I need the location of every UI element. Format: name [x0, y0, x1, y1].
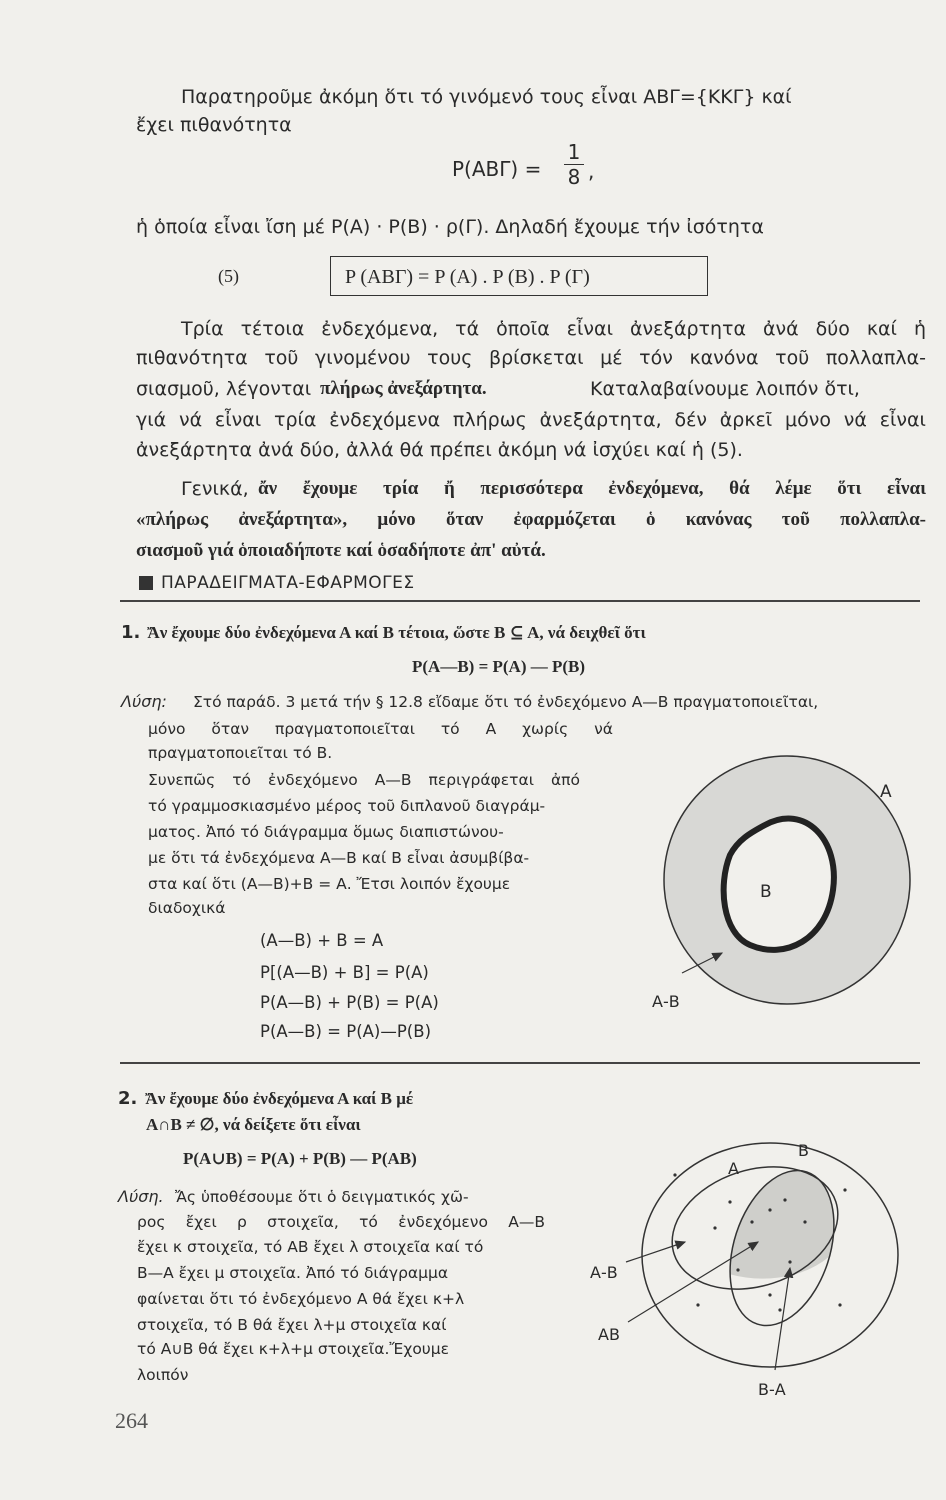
ex2-statement-line-2: Α∩Β ≠ ∅, νά δείξετε ὅτι εἶναι [146, 1115, 361, 1134]
set-b-label: Β [798, 1141, 809, 1160]
ex1-eq-2: P[(Α—Β) + Β] = P(Α) [260, 963, 429, 982]
prob-fraction [563, 140, 585, 189]
ex1-number: 1. [121, 622, 141, 643]
ex1-eq-3: P(Α—Β) + P(Β) = P(Α) [260, 993, 439, 1012]
prob-lhs: P(ΑΒΓ) = [452, 157, 542, 181]
para2-line-1a: Γενικά, [181, 478, 249, 500]
para1-line-3b: πλήρως ἀνεξάρτητα. [320, 378, 487, 399]
ex2-solution-line-7: τό Α∪Β θά ἔχει κ+λ+μ στοιχεῖα.Ἔχουμε [137, 1340, 450, 1358]
ex2-solution-label: Λύση. [118, 1187, 164, 1206]
set-a-label: Α [728, 1159, 739, 1178]
ex2-solution-line-2: ρος ἔχει ρ στοιχεῖα, τό ἐνδεχόμενο Α—Β [137, 1213, 545, 1231]
ex2-number: 2. [118, 1088, 138, 1109]
equation-label: (5) [218, 266, 239, 286]
ex1-solution-line-2: μόνο ὅταν πραγματοποιεῖται τό Α χωρίς νά [148, 720, 613, 738]
ex1-solution-line-5: τό γραμμοσκιασμένο μέρος τοῦ διπλανοῦ διαγράμ- [148, 797, 546, 815]
para2-line-2: «πλήρως ἀνεξάρτητα», μόνο ὅταν ἐφαρμόζεται ὁ κανόνας τοῦ πολλαπλα- [136, 509, 926, 530]
ex2-formula: P(Α∪Β) = P(Α) + P(Β) — P(ΑΒ) [183, 1149, 417, 1168]
ex1-eq-1: (Α—Β) + Β = Α [260, 931, 384, 950]
ex2-solution-line-6: στοιχεῖα, τό Β θά ἔχει λ+μ στοιχεῖα καί [137, 1316, 447, 1334]
venn-diagram-1 [640, 745, 930, 1015]
para1-line-2: πιθανότητα τοῦ γινομένου τους βρίσκεται μέ τόν κανόνα τοῦ πολλαπλα- [136, 347, 926, 369]
set-b-ellipse [724, 819, 834, 950]
ex1-solution-line-3: πραγματοποιεῖται τό Β. [148, 744, 333, 762]
para1-line-3c: Καταλαβαίνουμε λοιπόν ὅτι, [590, 378, 860, 400]
intro-line-3: ἡ ὁποία εἶναι ἴση μέ P(Α) · P(Β) · ρ(Γ). Δηλαδή ἔχουμε τήν ἰσότητα [136, 216, 764, 238]
page-number: 264 [115, 1408, 148, 1433]
section-bullet [139, 576, 153, 590]
para1-line-1: Τρία τέτοια ἐνδεχόμενα, τά ὁποῖα εἶναι ἀνεξάρτητα ἀνά δύο καί ἡ [181, 318, 926, 340]
set-a-label: Α [880, 782, 892, 802]
ex1-solution-line-4: Συνεπῶς τό ἐνδεχόμενο Α—Β περιγράφεται ἀπό [148, 771, 580, 789]
ex1-formula: P(Α—Β) = P(Α) — P(Β) [412, 657, 586, 676]
ex2-solution-line-4: Β—Α ἔχει μ στοιχεῖα. Ἀπό τό διάγραμμα [137, 1264, 449, 1282]
ex1-solution-line-8: στα καί ὅτι (Α—Β)+Β = Α. Ἔτσι λοιπόν ἔχουμε [148, 875, 511, 893]
boxed-equation: P (ΑΒΓ) = P (Α) . P (Β) . P (Γ) [330, 256, 708, 296]
ex1-solution-line-1: Στό παράδ. 3 μετά τήν § 12.8 εἴδαμε ὅτι τό ἐνδεχόμενο Α—Β πραγματοποιεῖται, [193, 693, 819, 711]
intro-line-2: ἔχει πιθανότητα [136, 114, 292, 136]
prob-denominator: 8 [567, 165, 581, 189]
ex2-solution-line-1: Ἄς ὑποθέσουμε ὅτι ὁ δειγματικός χῶ- [175, 1188, 469, 1206]
para1-line-4: γιά νά εἶναι τρία ἐνδεχόμενα πλήρως ἀνεξάρτητα, δέν ἀρκεῖ μόνο νά εἶναι [136, 409, 926, 431]
ex2-solution-line-5: φαίνεται ὅτι τό ἐνδεχόμενο Α θά ἔχει κ+λ [137, 1290, 465, 1308]
ex2-statement-line-1: Ἄν ἔχουμε δύο ἐνδεχόμενα Α καί Β μέ [145, 1089, 414, 1108]
intro-line-1: Παρατηροῦμε ἀκόμη ὅτι τό γινόμενό τους εἶναι ΑΒΓ={ΚΚΓ} καί [181, 86, 792, 108]
section-rule [120, 600, 920, 602]
venn-diagram-2 [580, 1130, 920, 1410]
ex1-solution-line-6: ματος. Ἀπό τό διάγραμμα ὅμως διαπιστώνου- [148, 823, 504, 841]
para2-line-1b: ἄν ἔχουμε τρία ἤ περισσότερα ἐνδεχόμενα, θά λέμε ὅτι εἶναι [258, 478, 926, 499]
b-minus-a-label: Β-Α [758, 1380, 786, 1399]
set-b-label: Β [760, 882, 772, 902]
ex1-solution-line-9: διαδοχικά [148, 899, 226, 917]
prob-comma: , [588, 159, 595, 183]
ex1-eq-4: P(Α—Β) = P(Α)—P(Β) [260, 1022, 432, 1041]
a-minus-b-label: Α-Β [652, 992, 680, 1011]
ex1-rule [120, 1062, 920, 1064]
a-minus-b-label: Α-Β [590, 1263, 618, 1282]
ex1-solution-line-7: με ὅτι τά ἐνδεχόμενα Α—Β καί Β εἶναι ἀσυμβίβα- [148, 849, 530, 867]
para1-line-5: ἀνεξάρτητα ἀνά δύο, ἀλλά θά πρέπει ἀκόμη νά ἰσχύει καί ἡ (5). [136, 439, 743, 461]
ex1-solution-label: Λύση: [121, 692, 167, 711]
ex2-solution-line-8: λοιπόν [137, 1366, 189, 1384]
para2-line-3: σιασμοῦ γιά ὁποιαδήποτε καί ὁσαδήποτε ἀπ' αὐτά. [136, 540, 546, 561]
ex1-statement: Ἄν ἔχουμε δύο ἐνδεχόμενα Α καί Β τέτοια, ὥστε Β ⊆ Α, νά δειχθεῖ ὅτι [147, 623, 646, 642]
ex2-solution-line-3: ἔχει κ στοιχεῖα, τό ΑΒ ἔχει λ στοιχεῖα καί τό [137, 1238, 484, 1256]
para1-line-3a: σιασμοῦ, λέγονται [136, 378, 312, 400]
section-title: ΠΑΡΑΔΕΙΓΜΑΤΑ-ΕΦΑΡΜΟΓΕΣ [161, 573, 415, 593]
prob-numerator: 1 [567, 140, 581, 164]
ab-arrow [628, 1242, 758, 1322]
ab-label: ΑΒ [598, 1325, 620, 1344]
